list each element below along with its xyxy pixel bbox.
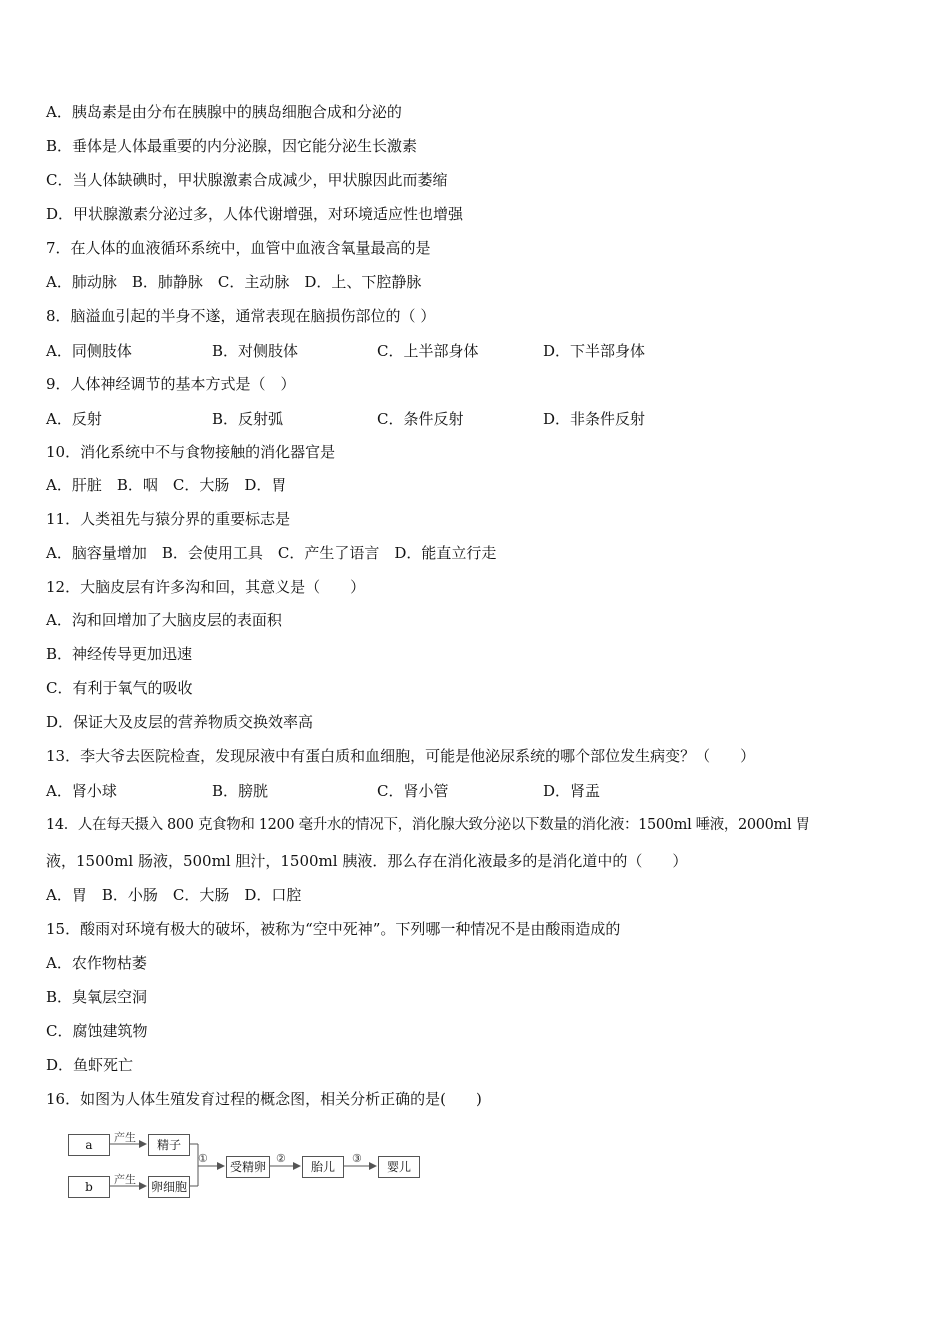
q12-option-a: A．沟和回增加了大脑皮层的表面积 [46, 611, 282, 629]
q12-stem: 12．大脑皮层有许多沟和回，其意义是（ ） [46, 578, 366, 596]
q11-stem: 11．人类祖先与猿分界的重要标志是 [46, 510, 291, 528]
label-step-2: ② [276, 1152, 286, 1165]
q13-option-a: A．肾小球 [46, 782, 117, 800]
q9-option-a: A．反射 [46, 410, 102, 428]
box-zygote: 受精卵 [226, 1156, 270, 1178]
q8-option-b: B．对侧肢体 [212, 342, 299, 360]
q13-option-d: D．肾盂 [543, 782, 601, 800]
q6-option-b: B．垂体是人体最重要的内分泌腺，因它能分泌生长激素 [46, 137, 418, 155]
label-step-1: ① [198, 1152, 208, 1165]
q6-option-c: C．当人体缺碘时，甲状腺激素合成减少，甲状腺因此而萎缩 [46, 171, 448, 189]
q15-option-a: A．农作物枯萎 [46, 954, 147, 972]
q14-options: A．胃 B．小肠 C．大肠 D．口腔 [46, 886, 302, 904]
q6-option-a: A．胰岛素是由分布在胰腺中的胰岛细胞合成和分泌的 [46, 103, 402, 121]
q13-option-c: C．肾小管 [377, 782, 449, 800]
box-sperm: 精子 [148, 1134, 190, 1156]
q8-option-c: C．上半部身体 [377, 342, 479, 360]
reproduction-concept-diagram [60, 1122, 440, 1212]
q12-option-c: C．有利于氧气的吸收 [46, 679, 193, 697]
q8-option-a: A．同侧肢体 [46, 342, 132, 360]
label-produce-2: 产生 [114, 1173, 136, 1186]
q15-option-c: C．腐蚀建筑物 [46, 1022, 148, 1040]
q6-option-d: D．甲状腺激素分泌过多，人体代谢增强，对环境适应性也增强 [46, 205, 464, 223]
q9-stem: 9．人体神经调节的基本方式是（ ） [46, 375, 296, 393]
q9-option-d: D．非条件反射 [543, 410, 646, 428]
q16-stem: 16．如图为人体生殖发育过程的概念图，相关分析正确的是( ) [46, 1090, 482, 1108]
q13-option-b: B．膀胱 [212, 782, 269, 800]
q15-option-b: B．臭氧层空洞 [46, 988, 148, 1006]
box-egg: 卵细胞 [148, 1176, 190, 1198]
q8-options [0, 340, 950, 360]
q13-stem: 13．李大爷去医院检查，发现尿液中有蛋白质和血细胞，可能是他泌尿系统的哪个部位发生病变？（ ） [46, 747, 756, 765]
q15-option-d: D．鱼虾死亡 [46, 1056, 134, 1074]
q14-stem-line1: 14．人在每天摄入 800 克食物和 1200 毫升水的情况下，消化腺大致分泌以下数量的消化液：1500ml 唾液，2000ml 胃 [46, 817, 810, 833]
q12-option-b: B．神经传导更加迅速 [46, 645, 193, 663]
q8-option-d: D．下半部身体 [543, 342, 646, 360]
box-b: b [68, 1176, 110, 1198]
q7-options: A．肺动脉 B．肺静脉 C．主动脉 D．上、下腔静脉 [46, 273, 422, 291]
q14-stem-line2: 液，1500ml 肠液，500ml 胆汁，1500ml 胰液．那么存在消化液最多的是消化道中的（ ） [46, 852, 688, 870]
box-fetus: 胎儿 [302, 1156, 344, 1178]
q10-options: A．肝脏 B．咽 C．大肠 D．胃 [46, 476, 287, 494]
q15-stem: 15．酸雨对环境有极大的破坏，被称为“空中死神”。下列哪一种情况不是由酸雨造成的 [46, 920, 621, 938]
box-baby: 婴儿 [378, 1156, 420, 1178]
label-step-3: ③ [352, 1152, 362, 1165]
q11-options: A．脑容量增加 B．会使用工具 C．产生了语言 D．能直立行走 [46, 544, 497, 562]
box-a: a [68, 1134, 110, 1156]
q8-stem: 8．脑溢血引起的半身不遂，通常表现在脑损伤部位的（ ） [46, 307, 436, 325]
q7-stem: 7．在人体的血液循环系统中，血管中血液含氧量最高的是 [46, 239, 431, 257]
label-produce-1: 产生 [114, 1131, 136, 1144]
q9-option-b: B．反射弧 [212, 410, 284, 428]
q12-option-d: D．保证大及皮层的营养物质交换效率高 [46, 713, 314, 731]
q9-options [0, 408, 950, 428]
q10-stem: 10．消化系统中不与食物接触的消化器官是 [46, 443, 336, 461]
q9-option-c: C．条件反射 [377, 410, 464, 428]
q13-options [0, 780, 950, 800]
